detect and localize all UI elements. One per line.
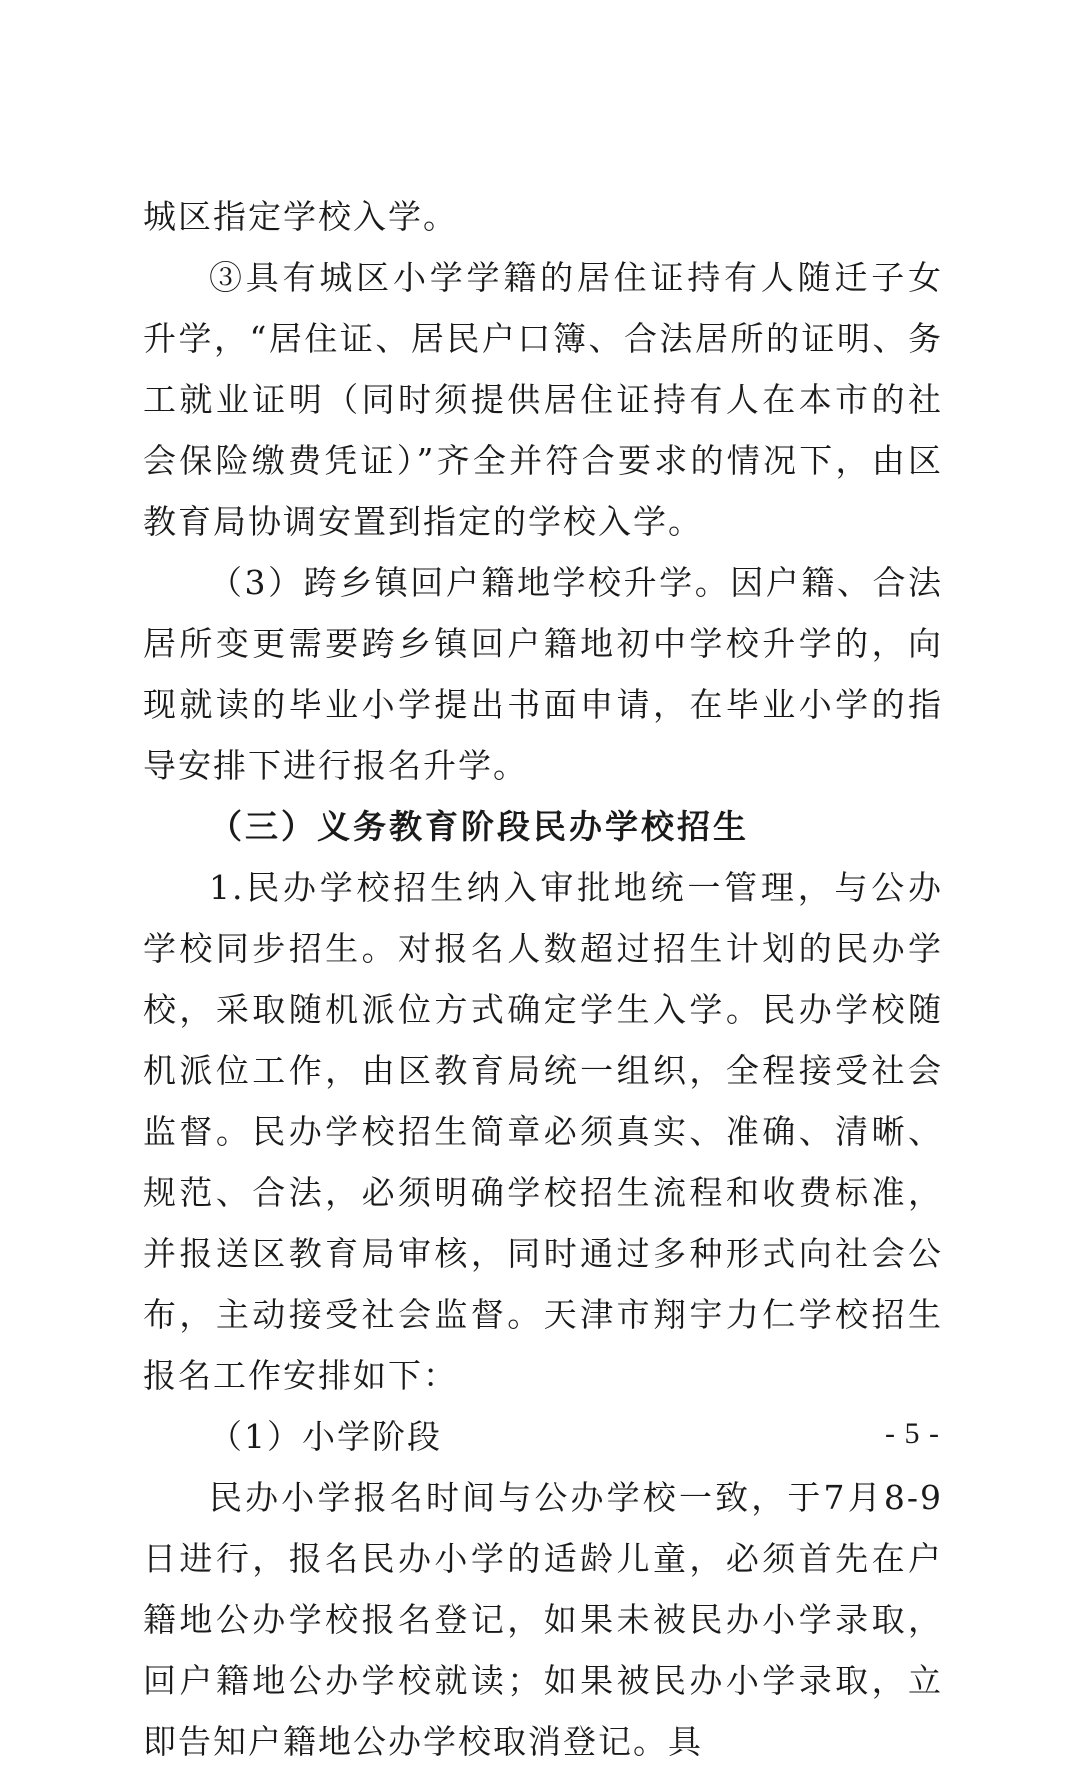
paragraph-continuation: 城区指定学校入学。 — [143, 197, 458, 236]
document-body — [143, 186, 943, 1772]
section-heading-private-schools: （三）义务教育阶段民办学校招生 — [209, 807, 749, 846]
paragraph-primary-registration: 民办小学报名时间与公办学校一致，于7月8-9日进行，报名民办小学的适龄儿童，必须首先在户籍地公办学校报名登记，如果未被民办小学录取，回户籍地公办学校就读；如果被民办小学录取，立即告知户籍地公办学校取消登记。具 — [143, 1478, 943, 1761]
subheading-primary-stage: （1）小学阶段 — [209, 1417, 442, 1456]
paragraph-cross-township: （3）跨乡镇回户籍地学校升学。因户籍、合法居所变更需要跨乡镇回户籍地初中学校升学的，向现就读的毕业小学提出书面申请，在毕业小学的指导安排下进行报名升学。 — [143, 563, 943, 785]
paragraph-residence-permit: ③具有城区小学学籍的居住证持有人随迁子女升学，“居住证、居民户口簿、合法居所的证明、务工就业证明（同时须提供居住证持有人在本市的社会保险缴费凭证）”齐全并符合要求的情况下，由区教育局协调安置到指定的学校入学。 — [143, 258, 943, 541]
paragraph-private-enrollment: 1.民办学校招生纳入审批地统一管理，与公办学校同步招生。对报名人数超过招生计划的民办学校，采取随机派位方式确定学生入学。民办学校随机派位工作，由区教育局统一组织，全程接受社会监督。民办学校招生简章必须真实、准确、清晰、规范、合法，必须明确学校招生流程和收费标准，并报送区教育局审核，同时通过多种形式向社会公布，主动接受社会监督。天津市翔宇力仁学校招生报名工作安排如下： — [143, 868, 943, 1395]
page-number: - 5 - — [885, 1417, 940, 1450]
